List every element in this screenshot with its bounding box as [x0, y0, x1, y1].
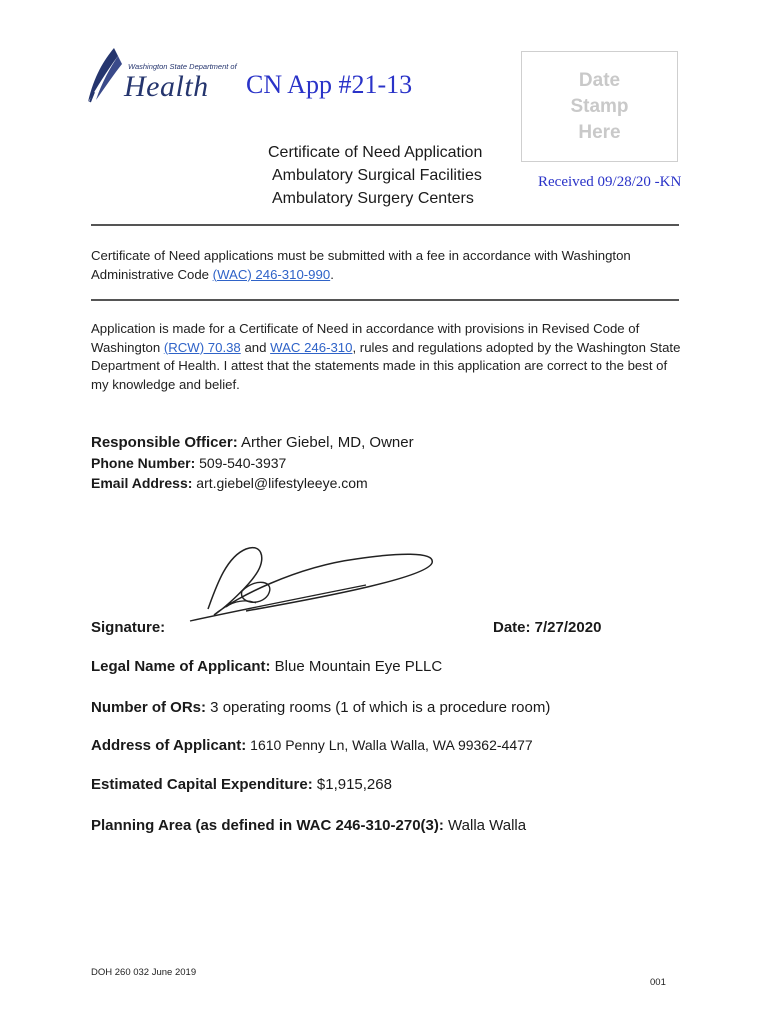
title-line-2: Ambulatory Surgical Facilities — [272, 167, 482, 184]
planning-value: Walla Walla — [443, 817, 527, 834]
wac-246-310-link[interactable]: WAC 246-310 — [270, 339, 353, 355]
capex-value: $1,915,268 — [312, 776, 392, 793]
logo-subtitle: Washington State Department of — [128, 62, 237, 71]
applicant-address — [91, 737, 533, 754]
handwritten-signature — [186, 537, 446, 627]
fee-notice-text-1: Certificate of Need applications must be submitted with a fee in accordance with Washington Administrative Code — [91, 248, 631, 282]
capital-expenditure — [91, 776, 392, 793]
email-label: Email Address: — [91, 475, 193, 491]
legal-name — [91, 658, 442, 675]
planning-area — [91, 817, 526, 834]
phone-number — [91, 455, 286, 471]
attestation-text-3: , rules and regulations adopted by the Washington State Department of Health. I attest that the statements made in this application are correct to the best of my knowledge and belief. — [91, 339, 681, 392]
email-address — [91, 475, 368, 491]
number-of-ors — [91, 699, 550, 716]
capex-label: Estimated Capital Expenditure: — [91, 776, 313, 793]
logo-title: Health — [124, 70, 209, 103]
officer-label: Responsible Officer: — [91, 434, 238, 451]
officer-value: Arther Giebel, MD, Owner — [237, 434, 414, 451]
address-value: 1610 Penny Ln, Walla Walla, WA 99362-4477 — [246, 737, 533, 753]
fee-notice-text-2: . — [330, 266, 334, 282]
address-label: Address of Applicant: — [91, 737, 247, 754]
doh-logo — [84, 46, 237, 106]
stamp-line-1: Date — [578, 70, 621, 91]
page-number: 001 — [650, 977, 666, 988]
fee-notice — [91, 247, 686, 284]
ors-label: Number of ORs: — [91, 699, 207, 716]
stamp-line-2: Stamp — [570, 96, 629, 117]
date-stamp-box — [521, 51, 678, 162]
legal-value: Blue Mountain Eye PLLC — [270, 658, 443, 675]
responsible-officer — [91, 434, 414, 451]
signature-label: Signature: — [91, 619, 166, 636]
signature-field — [91, 619, 165, 636]
title-line-3: Ambulatory Surgery Centers — [272, 190, 474, 207]
planning-label: Planning Area (as defined in WAC 246-310-270(3): — [91, 817, 444, 834]
rcw-link[interactable]: (RCW) 70.38 — [163, 339, 241, 355]
attestation-text-1: Application is made for a Certificate of Need in accordance with provisions in Revised Code of Washington — [91, 321, 640, 355]
stamp-line-3: Here — [578, 122, 621, 143]
divider-1 — [91, 224, 679, 226]
received-note: Received 09/28/20 -KN — [538, 174, 682, 190]
divider-2 — [91, 299, 679, 301]
phone-value: 509-540-3937 — [195, 455, 287, 471]
cn-app-number: CN App #21-13 — [246, 70, 413, 99]
feather-icon — [84, 46, 128, 106]
title-line-1: Certificate of Need Application — [268, 144, 483, 161]
attestation-paragraph — [91, 320, 686, 394]
date-label: Date: 7/27/2020 — [493, 619, 602, 636]
phone-label: Phone Number: — [91, 455, 196, 471]
attestation-text-2: and — [240, 339, 271, 355]
signature-date — [493, 619, 601, 636]
legal-label: Legal Name of Applicant: — [91, 658, 271, 675]
ors-value: 3 operating rooms (1 of which is a procedure room) — [206, 699, 551, 716]
form-footer: DOH 260 032 June 2019 — [91, 967, 197, 978]
email-value: art.giebel@lifestyleeye.com — [192, 475, 368, 491]
wac-990-link[interactable]: (WAC) 246-310-990 — [212, 266, 331, 282]
